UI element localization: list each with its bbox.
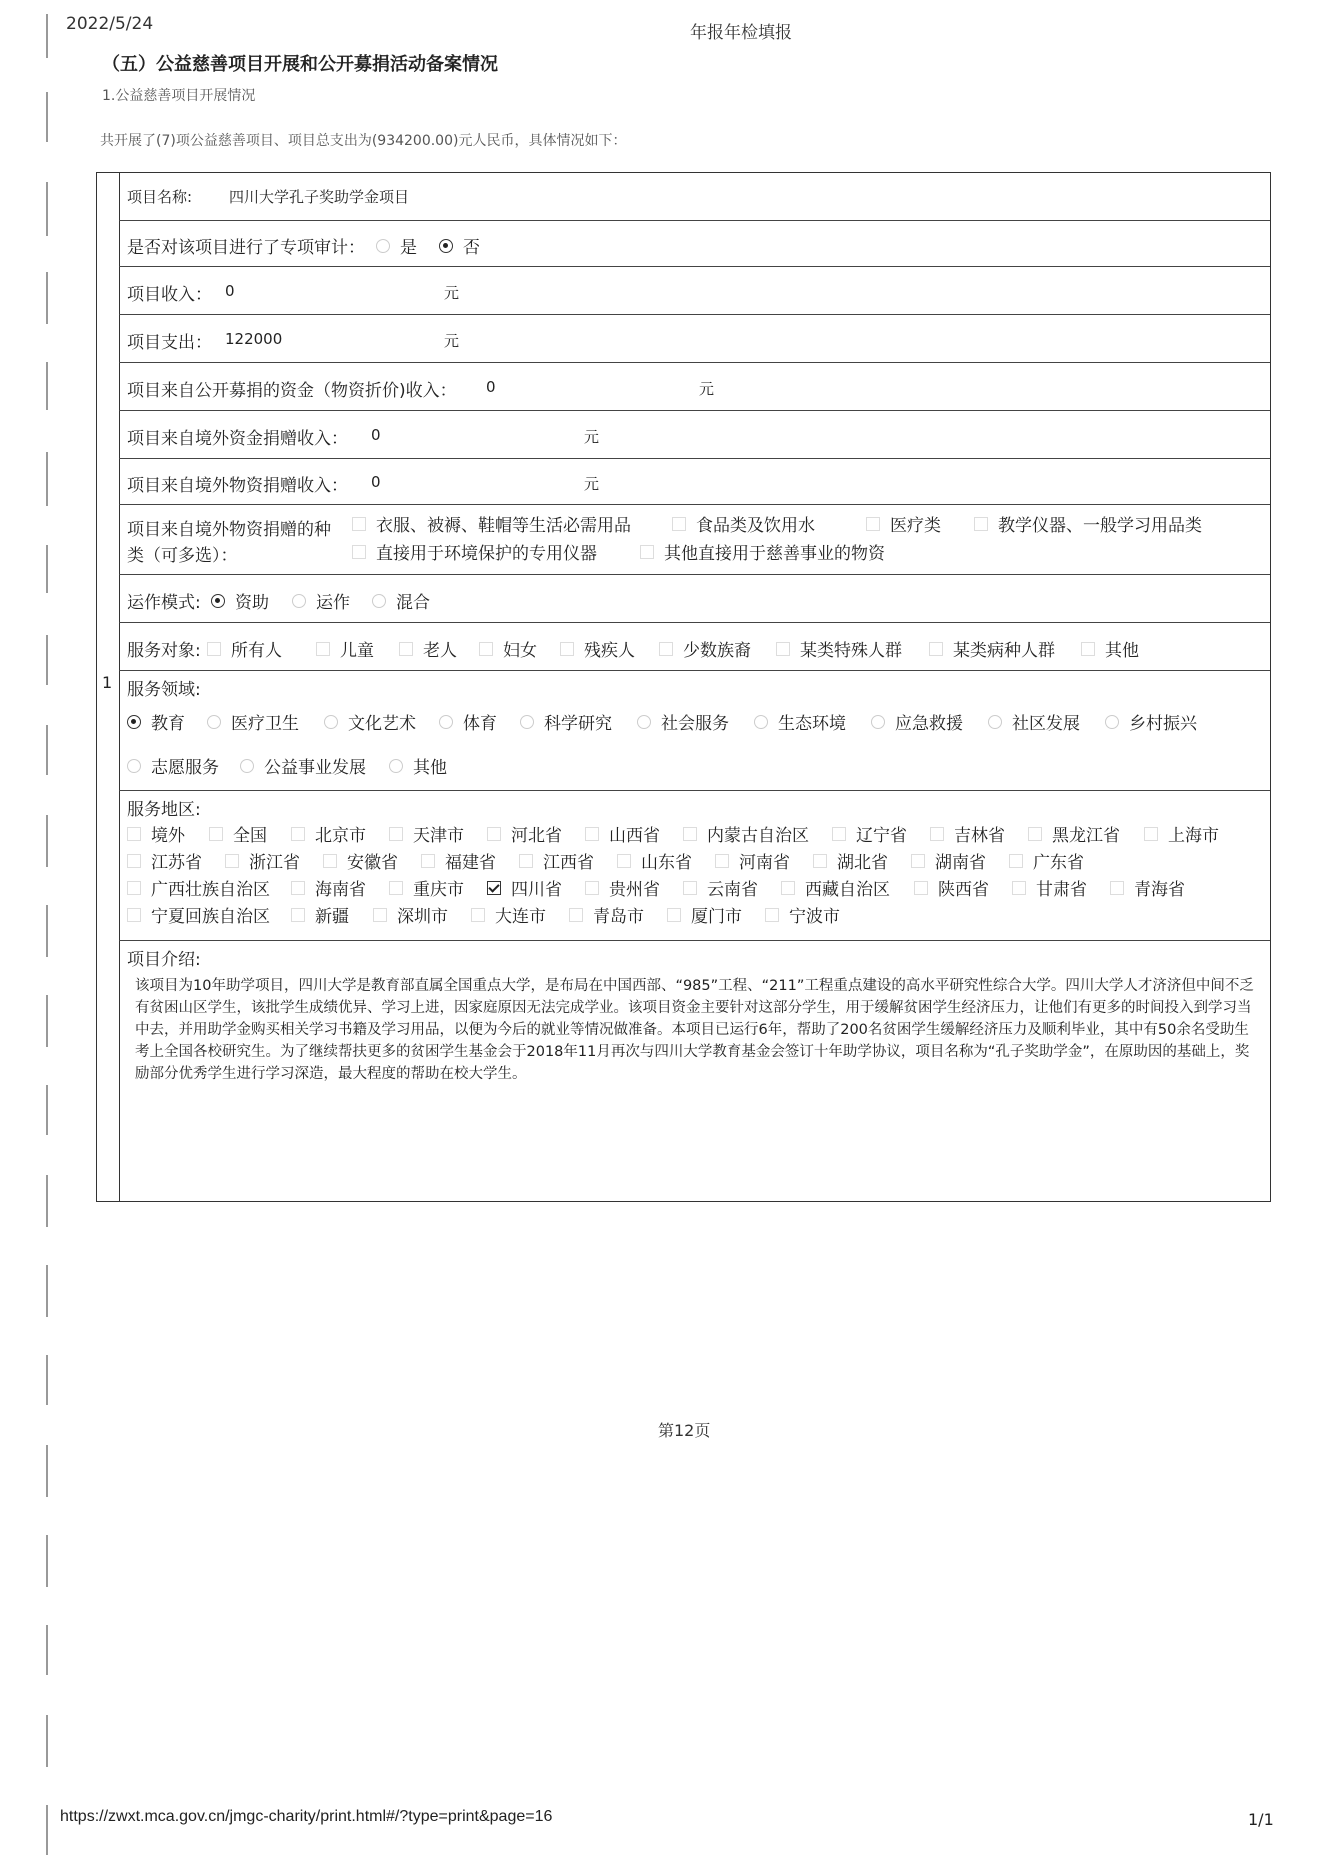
region-option[interactable]: 江西省	[519, 848, 594, 873]
region-option[interactable]: 贵州省	[585, 875, 660, 900]
field-option[interactable]: 生态环境	[754, 709, 846, 734]
region-option[interactable]: 陕西省	[914, 875, 989, 900]
region-option[interactable]: 浙江省	[225, 848, 300, 873]
region-option[interactable]: 上海市	[1144, 821, 1219, 846]
foreign-goods-unit: 元	[584, 475, 600, 493]
document-title: 年报年检填报	[690, 23, 792, 43]
income-unit: 元	[444, 284, 460, 302]
expense-value: 122000	[225, 330, 283, 348]
field-option[interactable]: 医疗卫生	[207, 709, 299, 734]
region-option[interactable]: 新疆	[291, 902, 349, 927]
region-option[interactable]: 广东省	[1009, 848, 1084, 873]
row-service-regions	[119, 791, 1270, 941]
goods-type-option[interactable]: 衣服、被褥、鞋帽等生活必需用品	[352, 511, 631, 536]
public-fund-value: 0	[486, 378, 496, 396]
income-value: 0	[225, 282, 235, 300]
region-option[interactable]: 深圳市	[373, 902, 448, 927]
row-foreign-fund	[119, 411, 1270, 459]
target-option[interactable]: 残疾人	[560, 636, 635, 661]
region-option[interactable]: 厦门市	[667, 902, 742, 927]
region-option[interactable]: 内蒙古自治区	[683, 821, 809, 846]
target-option[interactable]: 儿童	[316, 636, 374, 661]
region-option[interactable]: 甘肃省	[1012, 875, 1087, 900]
row-income	[119, 267, 1270, 315]
region-option[interactable]: 天津市	[389, 821, 464, 846]
target-option[interactable]: 其他	[1081, 636, 1139, 661]
goods-type-option[interactable]: 食品类及饮用水	[672, 511, 815, 536]
goods-type-option[interactable]: 教学仪器、一般学习用品类	[974, 511, 1202, 536]
region-option[interactable]: 辽宁省	[832, 821, 907, 846]
field-option[interactable]: 体育	[439, 709, 497, 734]
region-option[interactable]: 湖南省	[911, 848, 986, 873]
region-option[interactable]: 福建省	[421, 848, 496, 873]
target-option[interactable]: 妇女	[479, 636, 537, 661]
public-fund-unit: 元	[699, 380, 715, 398]
row-project-name	[119, 173, 1270, 221]
foreign-fund-value: 0	[371, 426, 381, 444]
goods-type-label-line2: 类（可多选）：	[127, 546, 238, 566]
audit-label: 是否对该项目进行了专项审计：	[127, 238, 365, 258]
expense-unit: 元	[444, 332, 460, 350]
project-intro-text: 该项目为10年助学项目，四川大学是教育部直属全国重点大学，是布局在中国西部、“985”工程、“211”工程重点建设的高水平研究性综合大学。四川大学人才济济但中间不乏有贫困山区学生，该批学生成绩优异、学习上进，因家庭原因无法完成学业。该项目资金主要针对这部分学生，用于缓解贫困学生经济压力，让他们有更多的时间投入到学习当中去，并用助学金购买相关学习书籍及学习用品，以便为今后的就业等情况做准备。本项目已运行6年，帮助了200名贫困学生缓解经济压力及顺利毕业，其中有50余名受助生考上全国各校研究生。为了继续帮扶更多的贫困学生基金会于2018年11月再次与四川大学教育基金会签订十年助学协议，项目名称为“孔子奖助学金”，在原助因的基础上，奖励部分优秀学生进行学习深造，最大程度的帮助在校大学生。	[135, 978, 1254, 1082]
section-summary: 共开展了(7)项公益慈善项目、项目总支出为(934200.00)元人民币，具体情况如下：	[100, 133, 627, 149]
project-index: 1	[102, 673, 113, 692]
field-option[interactable]: 文化艺术	[324, 709, 416, 734]
field-option[interactable]: 社会服务	[637, 709, 729, 734]
print-url: https://zwxt.mca.gov.cn/jmgc-charity/print.html#/?type=print&page=16	[60, 1808, 553, 1825]
goods-type-label-line1: 项目来自境外物资捐赠的种	[127, 520, 331, 540]
region-option[interactable]: 山西省	[585, 821, 660, 846]
region-option[interactable]: 大连市	[471, 902, 546, 927]
section-subtitle: 1.公益慈善项目开展情况	[102, 88, 256, 104]
target-option[interactable]: 某类特殊人群	[776, 636, 902, 661]
region-option[interactable]: 西藏自治区	[781, 875, 890, 900]
public-fund-label: 项目来自公开募捐的资金（物资折价)收入：	[127, 381, 457, 401]
field-option[interactable]: 社区发展	[988, 709, 1080, 734]
foreign-goods-value: 0	[371, 473, 381, 491]
row-project-intro	[119, 941, 1270, 1201]
field-option[interactable]: 教育	[127, 709, 185, 734]
field-option[interactable]: 应急救援	[871, 709, 963, 734]
row-service-targets	[119, 623, 1270, 671]
row-audit	[119, 221, 1270, 267]
field-option[interactable]: 科学研究	[520, 709, 612, 734]
goods-type-option[interactable]: 直接用于环境保护的专用仪器	[352, 539, 597, 564]
index-column	[97, 173, 120, 1201]
region-option[interactable]: 山东省	[617, 848, 692, 873]
target-option[interactable]: 某类病种人群	[929, 636, 1055, 661]
row-expense	[119, 315, 1270, 363]
region-option[interactable]: 河南省	[715, 848, 790, 873]
row-goods-types	[119, 505, 1270, 575]
radio-icon	[376, 239, 390, 253]
expense-label: 项目支出：	[127, 333, 212, 353]
project-table	[96, 172, 1271, 1202]
project-name-label: 项目名称:	[127, 188, 193, 206]
region-option[interactable]: 宁夏回族自治区	[127, 902, 270, 927]
region-option[interactable]: 广西壮族自治区	[127, 875, 270, 900]
mode-option-operation[interactable]: 运作	[292, 588, 350, 613]
foreign-goods-label: 项目来自境外物资捐赠收入：	[127, 476, 348, 496]
field-option[interactable]: 乡村振兴	[1105, 709, 1197, 734]
goods-type-option[interactable]: 医疗类	[866, 511, 941, 536]
region-option[interactable]: 境外	[127, 821, 185, 846]
region-option[interactable]: 云南省	[683, 875, 758, 900]
region-option[interactable]: 河北省	[487, 821, 562, 846]
target-option[interactable]: 老人	[399, 636, 457, 661]
region-option-sichuan[interactable]: 四川省	[487, 875, 562, 900]
region-option[interactable]: 北京市	[291, 821, 366, 846]
audit-option-no[interactable]: 否	[439, 233, 480, 258]
foreign-fund-label: 项目来自境外资金捐赠收入：	[127, 429, 348, 449]
region-option[interactable]: 安徽省	[323, 848, 398, 873]
section-title: （五）公益慈善项目开展和公开募捐活动备案情况	[102, 54, 498, 75]
audit-option-yes[interactable]: 是	[376, 233, 417, 258]
region-option[interactable]: 黑龙江省	[1028, 821, 1120, 846]
target-option[interactable]: 所有人	[207, 636, 282, 661]
mode-option-funding[interactable]: 资助	[211, 588, 269, 613]
region-option[interactable]: 吉林省	[930, 821, 1005, 846]
row-public-fund	[119, 363, 1270, 411]
print-date: 2022/5/24	[66, 14, 154, 34]
page-count: 1/1	[1248, 1810, 1274, 1829]
region-option[interactable]: 江苏省	[127, 848, 202, 873]
page-number: 第12页	[658, 1421, 711, 1440]
foreign-fund-unit: 元	[584, 428, 600, 446]
project-intro-label: 项目介绍:	[127, 950, 201, 970]
region-option[interactable]: 海南省	[291, 875, 366, 900]
field-option[interactable]: 志愿服务	[127, 753, 219, 778]
region-option[interactable]: 全国	[209, 821, 267, 846]
region-option[interactable]: 青海省	[1110, 875, 1185, 900]
income-label: 项目收入：	[127, 285, 212, 305]
goods-type-option[interactable]: 其他直接用于慈善事业的物资	[640, 539, 885, 564]
target-option[interactable]: 少数族裔	[659, 636, 751, 661]
region-option[interactable]: 宁波市	[765, 902, 840, 927]
region-option[interactable]: 湖北省	[813, 848, 888, 873]
mode-label: 运作模式:	[127, 593, 201, 613]
row-mode	[119, 575, 1270, 623]
field-option[interactable]: 公益事业发展	[240, 753, 366, 778]
project-name-value: 四川大学孔子奖助学金项目	[229, 188, 410, 206]
mode-option-mixed[interactable]: 混合	[372, 588, 430, 613]
region-option[interactable]: 重庆市	[389, 875, 464, 900]
row-foreign-goods	[119, 459, 1270, 505]
radio-checked-icon	[439, 239, 453, 253]
row-service-fields	[119, 671, 1270, 791]
service-region-label: 服务地区:	[127, 800, 201, 820]
field-option[interactable]: 其他	[389, 753, 447, 778]
service-target-label: 服务对象:	[127, 641, 201, 661]
service-field-label: 服务领域:	[127, 680, 201, 700]
region-option[interactable]: 青岛市	[569, 902, 644, 927]
